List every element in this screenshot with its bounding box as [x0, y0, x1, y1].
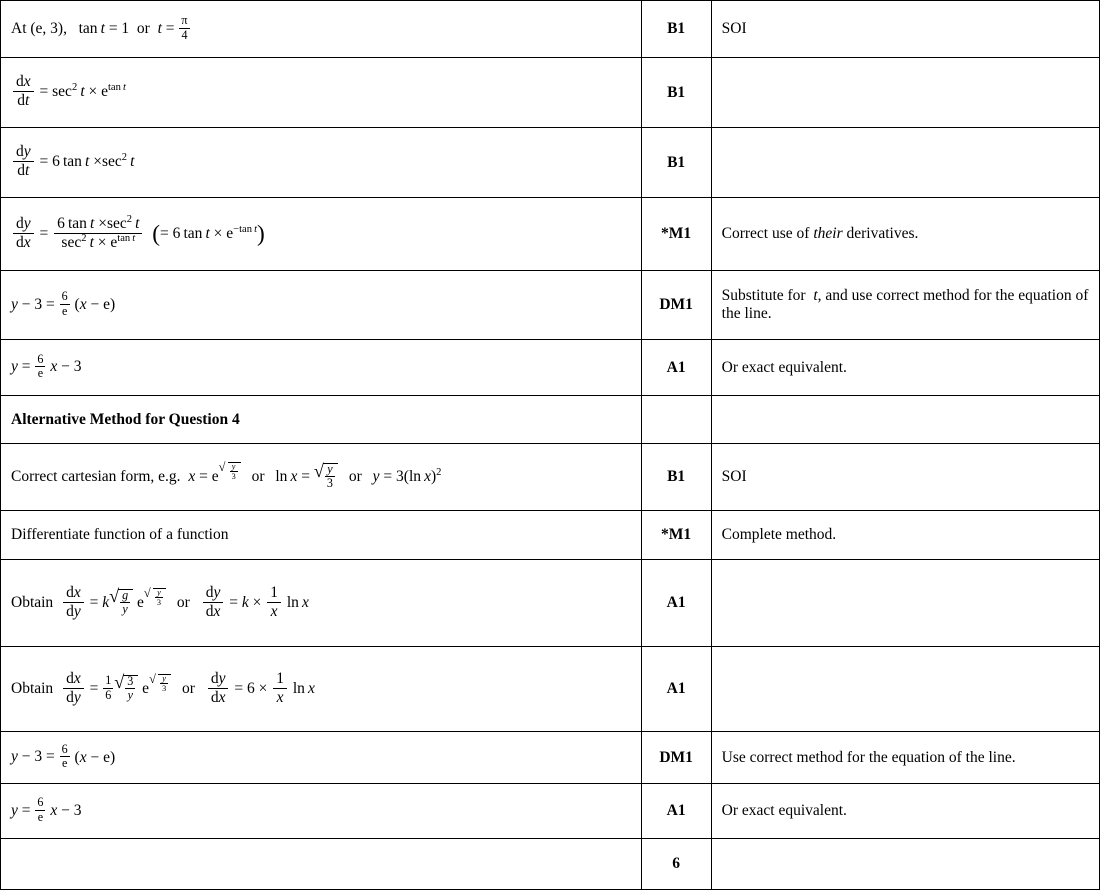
working-cell-answer-alt: y = $\frac{6}{e}$ x − 3 [1, 784, 642, 839]
note-text-prefix: Substitute for [721, 287, 806, 304]
working-cell-obtain-1: Obtain $\frac{dx}{dy}$ = k √ $\frac{g}{y}$ e √ $^{\frac{y}{3}}$ or $\frac{dy}{dx}$ = k × $\frac{1}{x}$ ln x [1, 560, 642, 647]
alternative-method-heading: Alternative Method for Question 4 [1, 396, 642, 444]
table-row [1, 198, 1100, 271]
mark-cell: B1 [641, 128, 711, 198]
table-row [1, 784, 1100, 839]
obtain-label: Obtain [11, 679, 54, 697]
note-cell [711, 647, 1099, 732]
table-row-heading [1, 396, 1100, 444]
table-row [1, 732, 1100, 784]
working-cell-empty [1, 839, 642, 890]
mark-cell: A1 [641, 340, 711, 396]
working-cell-line-equation-alt: y − 3 = $\frac{6}{e}$ (x − e) [1, 732, 642, 784]
note-cell [711, 198, 1099, 271]
mark-cell: DM1 [641, 732, 711, 784]
working-cell-obtain-2: Obtain $\frac{dx}{dy}$ = $\frac{1}{6}$ √ $\frac{3}{y}$ e √ $^{\frac{y}{3}}$ or $\frac{dy}{dx}$ = 6 × $\frac{1}{x}$ ln x [1, 647, 642, 732]
mark-cell: B1 [641, 1, 711, 58]
note-text-prefix: Correct use of [721, 225, 810, 242]
note-cell: Use correct method for the equation of the line. [711, 732, 1099, 784]
note-cell [711, 128, 1099, 198]
obtain-label: Obtain [11, 593, 54, 611]
note-cell [711, 560, 1099, 647]
total-mark-cell: 6 [641, 839, 711, 890]
table-row [1, 340, 1100, 396]
note-text-suffix: derivatives. [846, 225, 919, 242]
note-cell: Substitute for t, and use correct method for the equation of the line. [711, 271, 1099, 340]
mark-cell: B1 [641, 58, 711, 128]
mark-cell: A1 [641, 784, 711, 839]
working-cell-dx-dt: $\frac{dx}{dt}$ = $\sec^2 t \times e^{tan t}$ [1, 58, 642, 128]
mark-cell: DM1 [641, 271, 711, 340]
mark-cell: *M1 [641, 511, 711, 560]
mark-cell-empty [641, 396, 711, 444]
working-cell-dy-dx: $\frac{dy}{dx}$ = $\frac{6 \tan t \times\sec^2 t}{\sec^2 t \times e^{tan t}}$ (= 6 $\tan t \times e^{-tan t}$) [1, 198, 642, 271]
table-row [1, 128, 1100, 198]
note-text-emphasis: their [813, 225, 843, 242]
working-cell-differentiate: Differentiate function of a function [1, 511, 642, 560]
label-at: At [11, 19, 27, 37]
note-cell-empty [711, 839, 1099, 890]
table-row [1, 511, 1100, 560]
note-cell: SOI [711, 1, 1099, 58]
table-row [1, 58, 1100, 128]
mark-cell: A1 [641, 560, 711, 647]
table-row [1, 647, 1100, 732]
mark-cell: *M1 [641, 198, 711, 271]
note-cell: Or exact equivalent. [711, 784, 1099, 839]
table-row [1, 271, 1100, 340]
table-row [1, 1, 1100, 58]
working-cell-line-equation: y − 3 = $\frac{6}{e}$ (x − e) [1, 271, 642, 340]
note-cell [711, 58, 1099, 128]
note-cell: Complete method. [711, 511, 1099, 560]
cartesian-lead: Correct cartesian form, e.g. [11, 467, 181, 485]
note-cell: SOI [711, 444, 1099, 511]
note-cell: Or exact equivalent. [711, 340, 1099, 396]
mark-cell: A1 [641, 647, 711, 732]
working-cell-at-point: At (e, 3), tan t = 1 or t = $\frac{\pi}{4}$ [1, 1, 642, 58]
working-cell-cartesian: Correct cartesian form, e.g. x = e √ $^{\frac{y}{3}}$ or ln x = √ $\frac{y}{3}$ or y = 3(ln x)$^2$ [1, 444, 642, 511]
working-cell-answer: y = $\frac{6}{e}$ x − 3 [1, 340, 642, 396]
note-cell-empty [711, 396, 1099, 444]
table-row [1, 444, 1100, 511]
note-text-suffix: , and use correct method for the equation of the line. [721, 287, 1089, 322]
working-cell-dy-dt: $\frac{dy}{dt}$ = 6 $\tan t \times\sec^2$ t [1, 128, 642, 198]
mark-cell: B1 [641, 444, 711, 511]
table-row [1, 560, 1100, 647]
table-row-total [1, 839, 1100, 890]
